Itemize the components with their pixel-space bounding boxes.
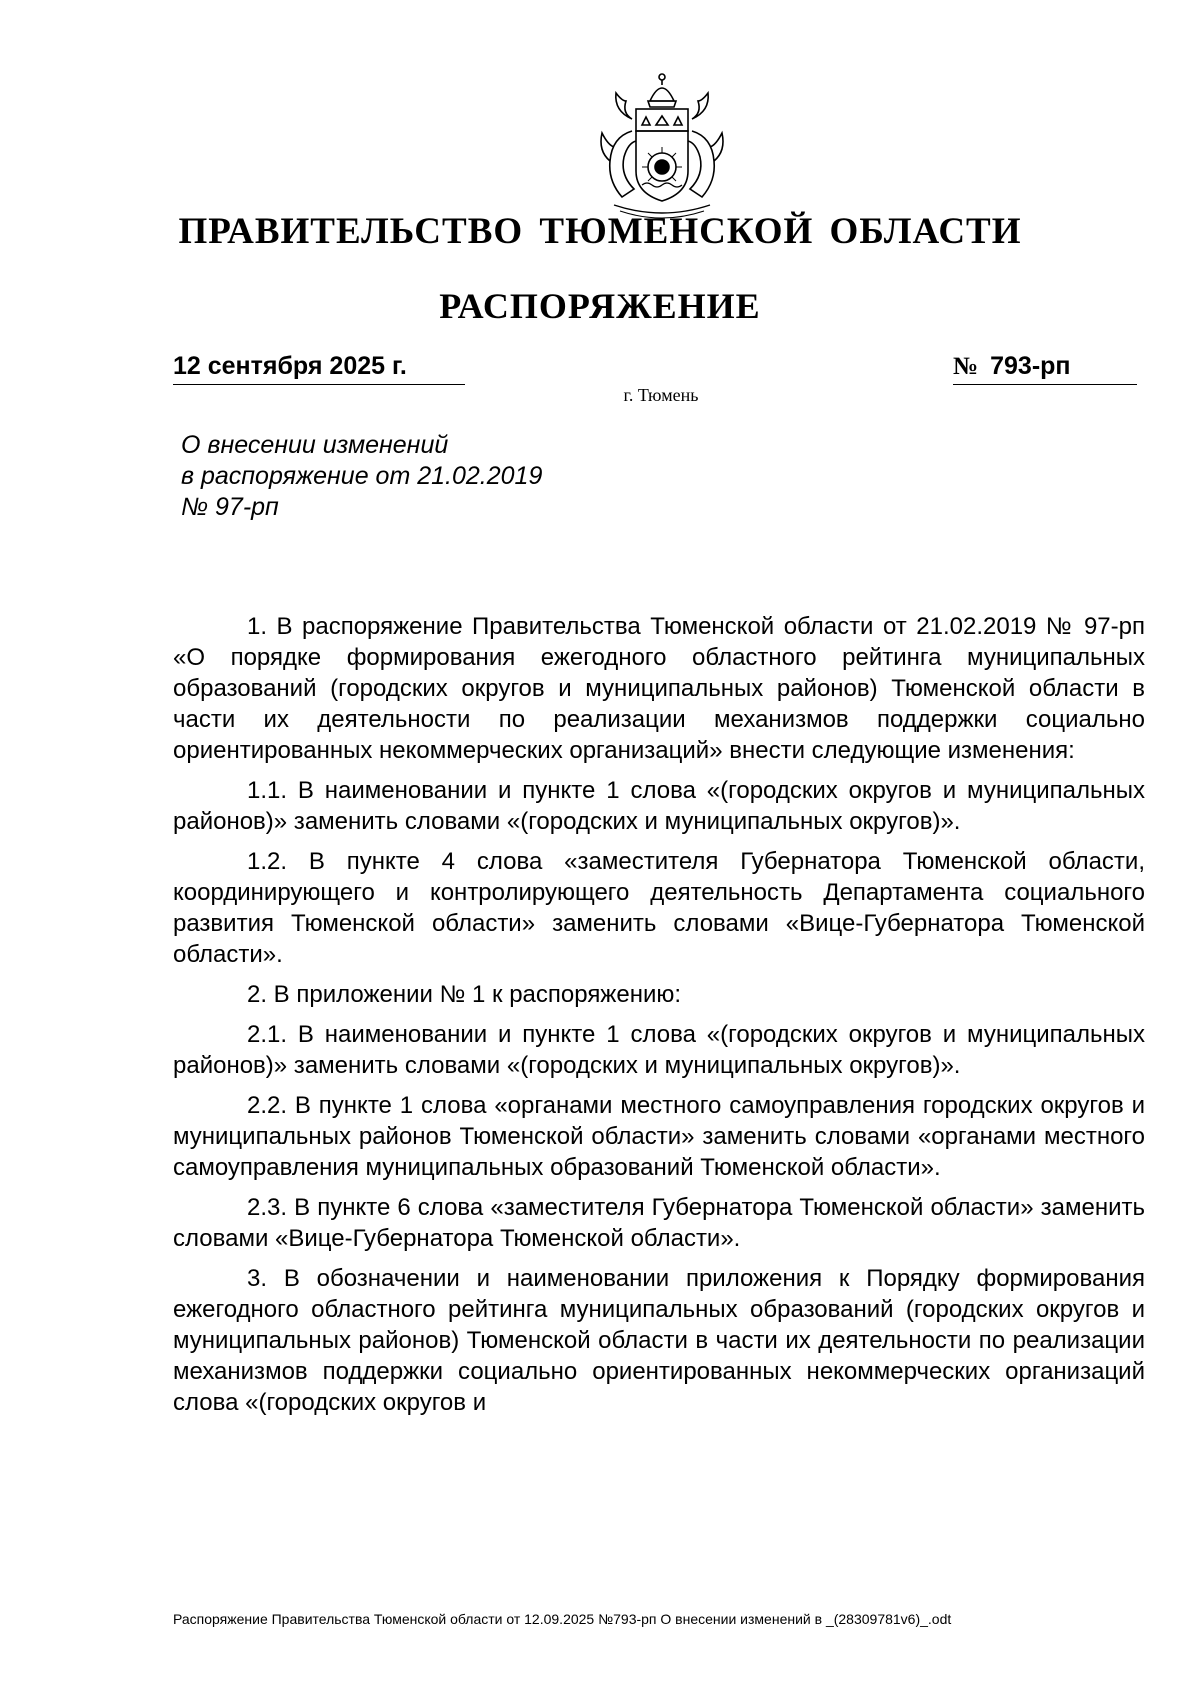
document-number-value: 793-рп [990, 352, 1071, 380]
document-number [953, 350, 1137, 385]
organization-title: ПРАВИТЕЛЬСТВО ТЮМЕНСКОЙ ОБЛАСТИ [178, 211, 1022, 252]
document-date-value: 12 сентября 2025 г. [173, 352, 407, 380]
document-subject [181, 430, 781, 523]
number-sign: № [953, 353, 979, 380]
paragraph: 1.1. В наименовании и пункте 1 слова «(городских округов и муниципальных районов)» заменить словами «(городских и муниципальных округов)». [173, 777, 1145, 835]
paragraph: 3. В обозначении и наименовании приложения к Порядку формирования ежегодного областного рейтинга муниципальных образований (городских округов и муниципальных районов) Тюменской области в части их деятельности по реализации механизмов поддержки социально ориентированных некоммерческих организаций слова «(городских округов и [173, 1265, 1145, 1416]
page-footer: Распоряжение Правительства Тюменской области от 12.09.2025 №793-рп О внесении изменений в _(28309781v6)_.odt [173, 1611, 952, 1627]
subject-line: в распоряжение от 21.02.2019 [181, 462, 543, 490]
coat-of-arms-icon [592, 71, 732, 221]
paragraph: 1.2. В пункте 4 слова «заместителя Губернатора Тюменской области, координирующего и контролирующего деятельность Департамента социального развития Тюменской области» заменить словами «Вице-Губернатора Тюменской области». [173, 848, 1145, 968]
paragraph: 2.3. В пункте 6 слова «заместителя Губернатора Тюменской области» заменить словами «Вице-Губернатора Тюменской области». [173, 1194, 1145, 1252]
paragraph: 1. В распоряжение Правительства Тюменской области от 21.02.2019 № 97-рп «О порядке формирования ежегодного областного рейтинга муниципальных образований (городских округов и муниципальных районов) Тюменской области в части их деятельности по реализации механизмов поддержки социально ориентированных некоммерческих организаций» внести следующие изменения: [173, 613, 1145, 764]
document-body [173, 611, 1145, 1427]
subject-line: № 97-рп [181, 493, 279, 521]
subject-line: О внесении изменений [181, 431, 449, 459]
document-date [173, 350, 465, 385]
document-city: г. Тюмень [623, 385, 699, 405]
paragraph: 2. В приложении № 1 к распоряжению: [247, 981, 682, 1008]
paragraph: 2.2. В пункте 1 слова «органами местного самоуправления городских округов и муниципальных районов Тюменской области» заменить словами «органами местного самоуправления муниципальных образований Тюменской области». [173, 1092, 1145, 1181]
paragraph: 2.1. В наименовании и пункте 1 слова «(городских округов и муниципальных районов)» заменить словами «(городских и муниципальных округов)». [173, 1021, 1145, 1079]
document-type-title: РАСПОРЯЖЕНИЕ [439, 286, 761, 326]
